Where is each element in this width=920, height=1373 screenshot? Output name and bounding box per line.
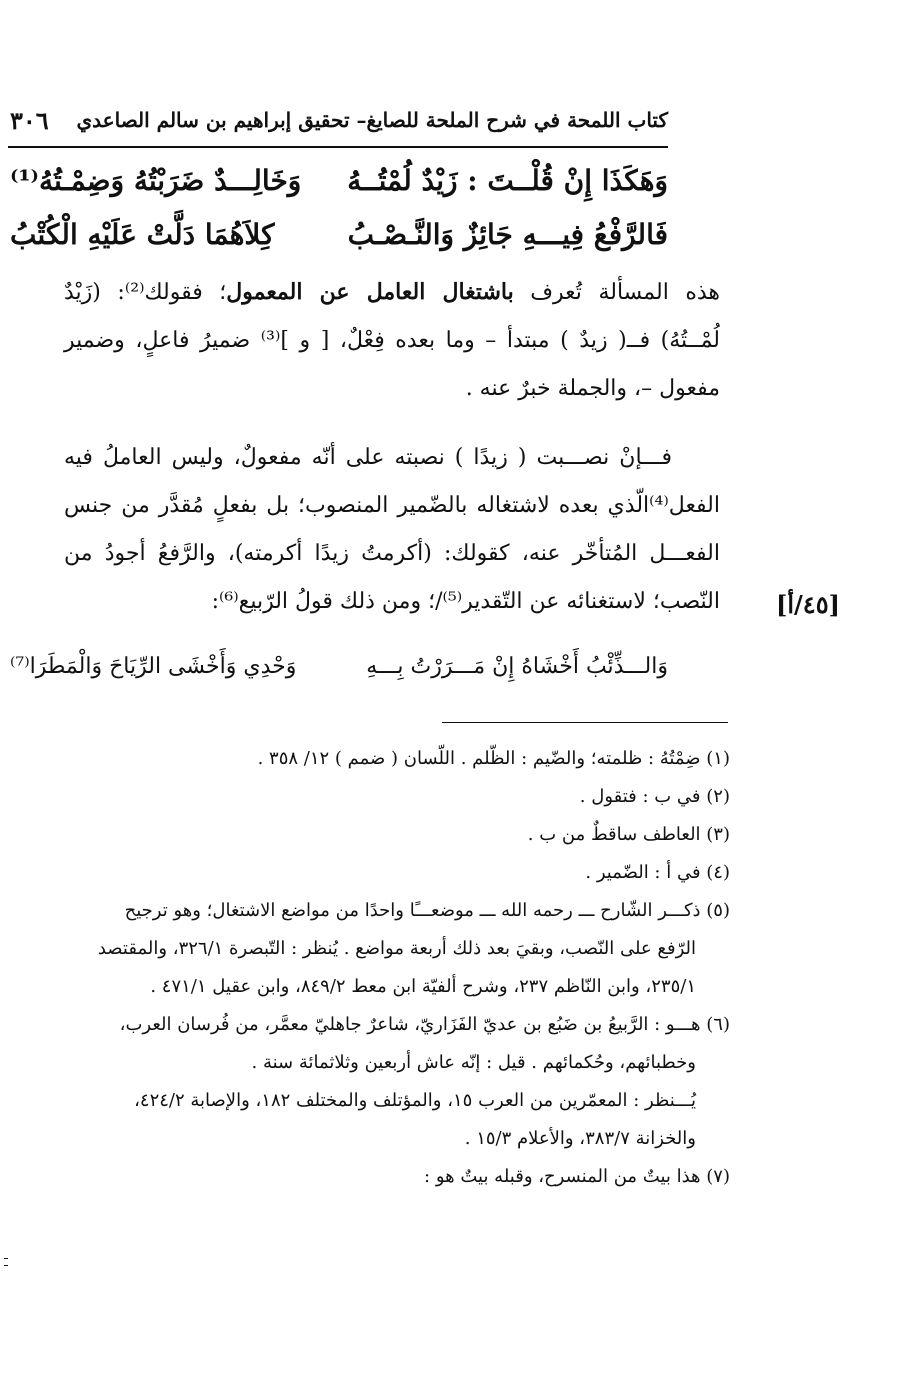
- verse-second-hemistich: وَخَالِـــدٌ ضَرَبْتُهُ وَضِمْـتُهُ⁽¹⁾: [10, 164, 302, 197]
- footnote-continuation: يُـــنظر : المعمّرين من العرب ١٥، والمؤتلف والمختلف ١٨٢، والإصابة ٤٢٤/٢،: [134, 1090, 696, 1111]
- footnote-continuation: والخزانة ٣٨٣/٧، والأعلام ١٥/٣ .: [464, 1128, 696, 1149]
- poem-second-hemistich: وَحْدِي وَأَخْشَى الرِّيَاحَ وَالْمَطَرَا⁽⁷⁾: [10, 654, 297, 679]
- footnote-rule: [442, 722, 728, 723]
- scan-mark: [4, 1258, 8, 1266]
- manuscript-folio-reference: [٤٥/أ]: [776, 590, 840, 619]
- verse-first-hemistich: وَهَكَذَا إِنْ قُلْــتَ : زَيْدٌ لُمْتُــهُ: [347, 164, 668, 197]
- poem-line: [10, 648, 668, 704]
- text-line: الفعـــل المُتأخّر عنه، كقولك: (أكرمتُ زيدًا أكرمته)، والرَّفعُ أجودُ من: [64, 541, 720, 566]
- text-line: فـــإنْ نصـــبت ( زيدًا ) نصبته على أنّه مفعولٌ، وليس العاملُ فيه: [64, 445, 672, 470]
- verse-line: [10, 212, 668, 268]
- footnote-continuation: ٢٣٥/١، وابن النّاظم ٢٣٧، وشرح ألفيّة ابن معط ٨٤٩/٢، وابن عقيل ٤٧١/١ .: [150, 976, 696, 997]
- footnote: (٧) هذا بيتٌ من المنسرح، وقبله بيتٌ هو :: [424, 1166, 730, 1187]
- footnote: (١) ضِمْتُهُ : ظلمته؛ والضّيم : الظّلم . اللّسان ( ضمم ) ١٢/ ٣٥٨ .: [257, 748, 730, 769]
- bold-term: باشتغال العامل عن المعمول: [226, 279, 514, 305]
- text-line: لُمْــتُهُ) فــ( زيدٌ ) مبتدأ – وما بعده فِعْلٌ، [ و ]⁽³⁾ ضميرُ فاعلٍ، وضمير: [64, 328, 720, 353]
- footnote: (٣) العاطف ساقطٌ من ب .: [527, 824, 730, 845]
- footnote: (٦) هـــو : الرَّبيعُ بن ضَبُع بن عديّ الفَزَاريّ، شاعرٌ جاهليّ معمَّر، من فُرسان العرب،: [119, 1014, 730, 1035]
- poem-first-hemistich: وَالـــذِّئْبُ أَخْشَاهُ إِنْ مَـــرَرْتُ بِـــهِ: [366, 654, 668, 679]
- footnote-continuation: الرّفع على النّصب، وبقيَ بعد ذلك أربعة مواضع . يُنظر : التّبصرة ٣٢٦/١، والمقتصد: [97, 938, 696, 959]
- footnote: (٤) في أ : الضّمير .: [585, 862, 730, 883]
- page-number: ٣٠٦: [10, 106, 49, 135]
- footnote-continuation: وخطبائهم، وحُكمائهم . قيل : إنّه عاش أربعين وثلاثمائة سنة .: [251, 1052, 696, 1073]
- footnote: (٢) في ب : فتقول .: [579, 786, 730, 807]
- text-run: ؛ فقولك⁽²⁾: (زَيْدٌ: [64, 280, 227, 305]
- verse-second-hemistich: كِلاَهُمَا دَلَّتْ عَلَيْهِ الْكُتْبُ: [10, 218, 275, 251]
- running-header: [0, 102, 668, 144]
- text-line: الفعل⁽⁴⁾الّذي بعده لاشتغاله بالضّمير المنصوب؛ بل بفعلٍ مُقدَّر من جنس: [64, 493, 720, 518]
- verse-line: [10, 158, 668, 214]
- paragraph: [64, 434, 720, 626]
- text-line: [64, 268, 720, 317]
- paragraph: [64, 268, 720, 413]
- header-rule: [8, 146, 668, 148]
- text-line: النّصب؛ لاستغنائه عن التّقدير⁽⁵⁾/؛ ومن ذلك قولُ الرّبيع⁽⁶⁾:: [211, 589, 720, 614]
- book-title: كتاب اللمحة في شرح الملحة للصايغ– تحقيق إبراهيم بن سالم الصاعدي: [76, 108, 668, 132]
- text-line: مفعول –، والجملة خبرٌ عنه .: [465, 376, 720, 401]
- footnotes: [20, 740, 730, 1196]
- footnote: (٥) ذكـــر الشّارح ـــ رحمه الله ـــ موضعـــًا واحدًا من مواضع الاشتغال؛ وهو ترجيح: [124, 900, 730, 921]
- verse-first-hemistich: فَالرَّفْعُ فِيـــهِ جَائِزٌ وَالنَّـصْـبُ: [347, 218, 668, 251]
- text-run: هذه المسألة تُعرف: [513, 280, 721, 305]
